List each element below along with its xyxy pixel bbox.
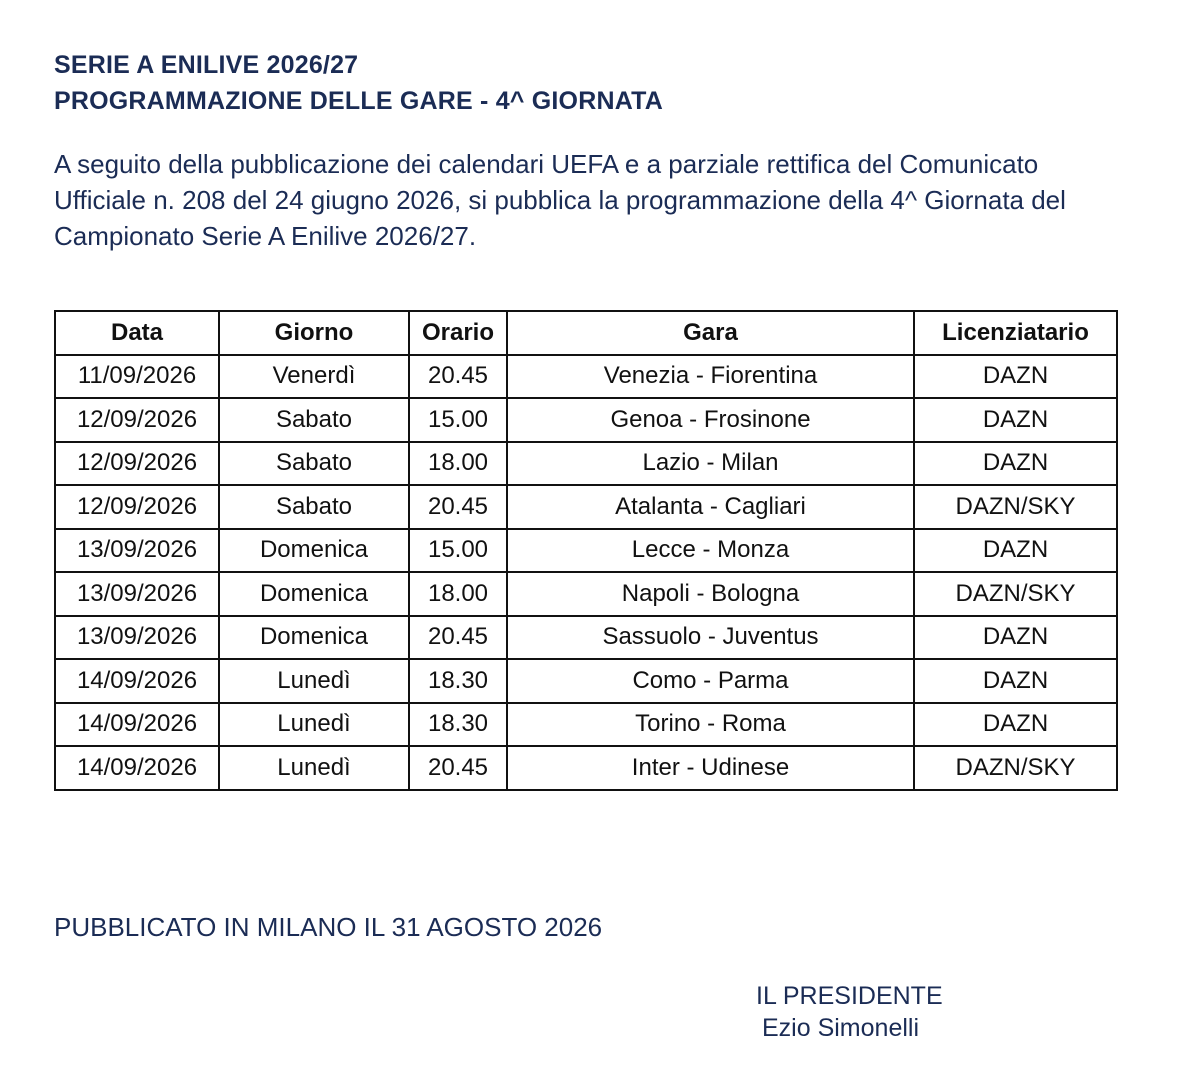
table-body xyxy=(55,355,1117,790)
cell-data: 13/09/2026 xyxy=(55,572,219,616)
cell-giorno: Lunedì xyxy=(219,703,409,747)
cell-orario: 18.00 xyxy=(409,442,507,486)
cell-licenziatario: DAZN xyxy=(914,659,1117,703)
cell-giorno: Sabato xyxy=(219,485,409,529)
cell-data: 14/09/2026 xyxy=(55,659,219,703)
cell-orario: 20.45 xyxy=(409,746,507,790)
cell-data: 13/09/2026 xyxy=(55,529,219,573)
column-header-licenziatario: Licenziatario xyxy=(914,311,1117,355)
table-row xyxy=(55,746,1117,790)
table-row xyxy=(55,442,1117,486)
table-row xyxy=(55,616,1117,660)
cell-licenziatario: DAZN xyxy=(914,703,1117,747)
table-row xyxy=(55,485,1117,529)
cell-data: 12/09/2026 xyxy=(55,442,219,486)
cell-data: 12/09/2026 xyxy=(55,485,219,529)
column-header-orario: Orario xyxy=(409,311,507,355)
table-row xyxy=(55,703,1117,747)
table-row xyxy=(55,529,1117,573)
intro-paragraph xyxy=(54,146,1164,254)
cell-giorno: Domenica xyxy=(219,529,409,573)
cell-licenziatario: DAZN xyxy=(914,442,1117,486)
cell-licenziatario: DAZN xyxy=(914,355,1117,399)
signer-role: IL PRESIDENTE xyxy=(756,982,943,1010)
cell-gara: Lecce - Monza xyxy=(507,529,914,573)
column-header-gara: Gara xyxy=(507,311,914,355)
cell-giorno: Domenica xyxy=(219,572,409,616)
cell-orario: 15.00 xyxy=(409,529,507,573)
cell-data: 12/09/2026 xyxy=(55,398,219,442)
cell-giorno: Sabato xyxy=(219,442,409,486)
column-header-data: Data xyxy=(55,311,219,355)
cell-licenziatario: DAZN xyxy=(914,398,1117,442)
cell-giorno: Domenica xyxy=(219,616,409,660)
match-schedule-table xyxy=(54,310,1118,791)
cell-licenziatario: DAZN/SKY xyxy=(914,572,1117,616)
column-header-giorno: Giorno xyxy=(219,311,409,355)
cell-giorno: Lunedì xyxy=(219,659,409,703)
signature-block xyxy=(756,980,943,1044)
table-row xyxy=(55,572,1117,616)
cell-licenziatario: DAZN/SKY xyxy=(914,485,1117,529)
cell-licenziatario: DAZN/SKY xyxy=(914,746,1117,790)
cell-giorno: Lunedì xyxy=(219,746,409,790)
cell-orario: 18.30 xyxy=(409,659,507,703)
cell-data: 14/09/2026 xyxy=(55,746,219,790)
cell-licenziatario: DAZN xyxy=(914,529,1117,573)
cell-orario: 15.00 xyxy=(409,398,507,442)
intro-line: Campionato Serie A Enilive 2026/27. xyxy=(54,221,477,251)
cell-orario: 20.45 xyxy=(409,616,507,660)
cell-gara: Napoli - Bologna xyxy=(507,572,914,616)
table-row xyxy=(55,398,1117,442)
intro-line: Ufficiale n. 208 del 24 giugno 2026, si pubblica la programmazione della 4^ Giornata del xyxy=(54,185,1066,215)
cell-licenziatario: DAZN xyxy=(914,616,1117,660)
publication-note: PUBBLICATO IN MILANO IL 31 AGOSTO 2026 xyxy=(54,912,603,942)
cell-data: 13/09/2026 xyxy=(55,616,219,660)
cell-orario: 18.30 xyxy=(409,703,507,747)
cell-gara: Atalanta - Cagliari xyxy=(507,485,914,529)
intro-line: A seguito della pubblicazione dei calendari UEFA e a parziale rettifica del Comunicato xyxy=(54,149,1039,179)
cell-gara: Como - Parma xyxy=(507,659,914,703)
cell-gara: Torino - Roma xyxy=(507,703,914,747)
cell-gara: Venezia - Fiorentina xyxy=(507,355,914,399)
cell-gara: Lazio - Milan xyxy=(507,442,914,486)
cell-orario: 20.45 xyxy=(409,485,507,529)
cell-gara: Inter - Udinese xyxy=(507,746,914,790)
cell-giorno: Sabato xyxy=(219,398,409,442)
cell-orario: 20.45 xyxy=(409,355,507,399)
cell-data: 11/09/2026 xyxy=(55,355,219,399)
cell-orario: 18.00 xyxy=(409,572,507,616)
table-row xyxy=(55,659,1117,703)
table-row xyxy=(55,355,1117,399)
signer-name: Ezio Simonelli xyxy=(762,1014,920,1042)
cell-giorno: Venerdì xyxy=(219,355,409,399)
document-title: SERIE A ENILIVE 2026/27 xyxy=(54,51,359,79)
cell-gara: Genoa - Frosinone xyxy=(507,398,914,442)
cell-gara: Sassuolo - Juventus xyxy=(507,616,914,660)
document-subtitle: PROGRAMMAZIONE DELLE GARE - 4^ GIORNATA xyxy=(54,87,663,115)
table-header-row xyxy=(55,311,1117,355)
cell-data: 14/09/2026 xyxy=(55,703,219,747)
